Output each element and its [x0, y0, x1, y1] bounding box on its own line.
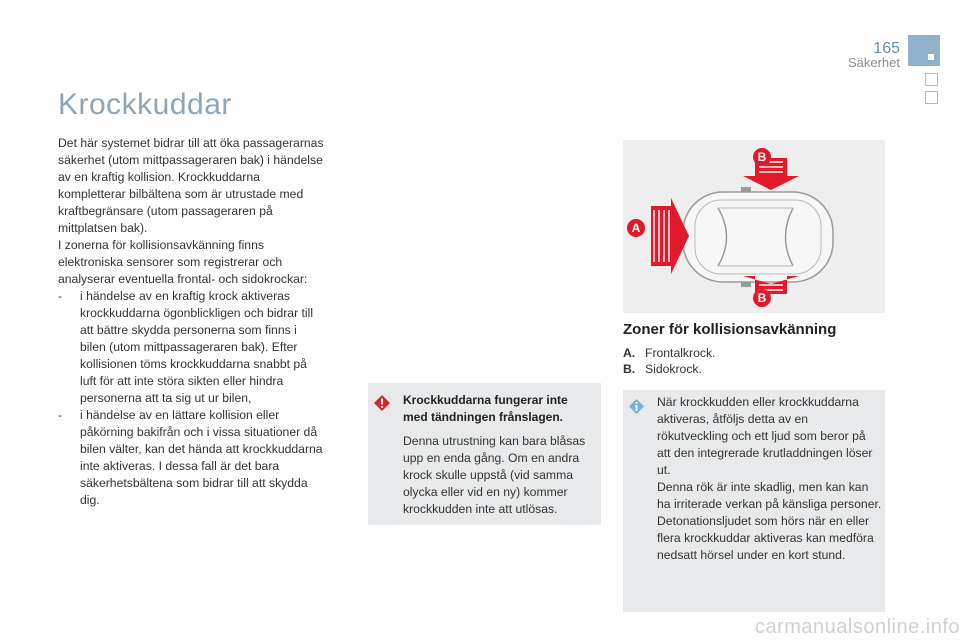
- bullet-text: i händelse av en lättare kollision eller påkörning bakifrån och i vissa situationer då bilen välter, kan det hända att krockkuddarna inte aktiveras. I dessa fall är det bara säkerhetsbältena som bidrar till att skydda dig.: [80, 408, 323, 507]
- page-number: 165: [873, 40, 900, 57]
- bullet-dash: -: [58, 289, 63, 303]
- zone-item: [623, 362, 702, 376]
- intro-paragraph: Det här systemet bidrar till att öka passagerarnas säkerhet (utom mittpassageraren bak) i händelse av en kraftig kollision. Krockkuddarna kompletterar bilbältena som är utrustade med kraftbegränsare (utom passageraren på mittplatsen bak).: [58, 136, 324, 235]
- info-icon: [629, 399, 644, 414]
- zone-item: [623, 346, 715, 360]
- warning-icon: [374, 395, 390, 411]
- bullet-text: i händelse av en kraftig krock aktiveras krockkuddarna ögonblickligen och bidrar till att bättre skydda personerna som finns i bilen (utom mittpassageraren bak). Efter kollisionen töms krockkuddarna snabbt på luft för att inte störa sikten eller hindra personerna att ta sig ut ur bilen,: [80, 289, 314, 405]
- intro-text: [58, 135, 324, 509]
- car-diagram: [623, 140, 885, 313]
- bullet-dash: -: [58, 408, 63, 422]
- warning-box: [368, 383, 601, 525]
- zone-label: Frontalkrock.: [645, 346, 716, 360]
- label-b: B: [757, 150, 767, 164]
- label-b: B: [757, 291, 767, 305]
- zones-heading: Zoner för kollisionsavkänning: [623, 321, 837, 338]
- zone-key: A.: [623, 346, 636, 360]
- zone-label: Sidokrock.: [645, 362, 702, 376]
- zone-key: B.: [623, 362, 636, 376]
- watermark: carmanualsonline.info: [754, 616, 960, 638]
- section-label: Säkerhet: [847, 55, 900, 70]
- label-b-badge: [753, 289, 771, 307]
- info-paragraph: Denna rök är inte skadlig, men kan kan ha irriterade verkan på känsliga personer.: [657, 480, 882, 511]
- info-text: [657, 394, 882, 564]
- list-item: [58, 407, 324, 509]
- label-a-badge: [627, 219, 645, 237]
- info-box: [623, 390, 885, 612]
- info-paragraph: Detonationsljudet som hörs när en eller flera krockkuddar aktiveras kan medföra nedsatt hörsel under en kort stund.: [657, 514, 874, 562]
- page-title: Krockkuddar: [58, 88, 232, 121]
- warning-text: Denna utrustning kan bara blåsas upp en enda gång. Om en andra krock skulle uppstå (vid samma olycka eller vid en ny) kommer krockkudden inte att utlösas.: [403, 434, 586, 516]
- label-a: A: [631, 221, 641, 235]
- chapter-tab-empty[interactable]: [925, 91, 938, 104]
- intro-paragraph: I zonerna för kollisionsavkänning finns elektroniska sensorer som registrerar och analyserar eventuella frontal- och sidokrockar:: [58, 238, 308, 286]
- warning-title: Krockkuddarna fungerar inte med tändningen frånslagen.: [403, 393, 568, 424]
- chapter-tab[interactable]: [908, 35, 940, 66]
- chapter-tab-empty[interactable]: [925, 73, 938, 86]
- list-item: [58, 288, 324, 407]
- label-b-badge: [753, 148, 771, 166]
- info-paragraph: När krockkudden eller krockkuddarna aktiveras, åtföljs detta av en rökutveckling och ett ljud som beror på att den integrerade krutladdningen löser ut.: [657, 395, 873, 477]
